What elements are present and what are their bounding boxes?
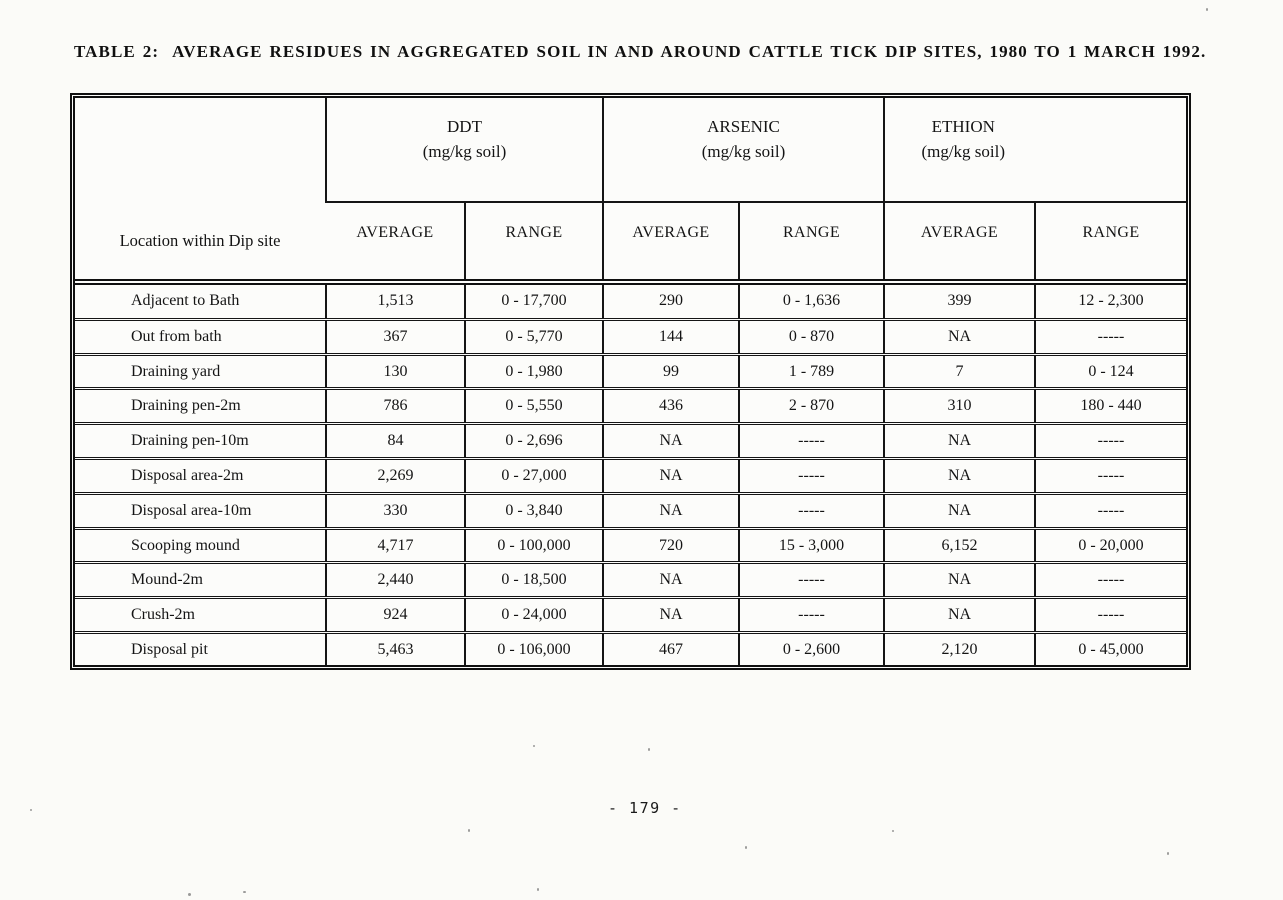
group-ddt-inner — [327, 115, 602, 164]
cell-ddt-range: 0 - 5,770 — [465, 319, 603, 354]
cell-arsenic-range: 0 - 2,600 — [739, 633, 884, 665]
cell-location: Draining yard — [75, 354, 326, 389]
cell-ethion-average: 2,120 — [884, 633, 1035, 665]
table-row — [75, 389, 1186, 424]
cell-ddt-average: 84 — [326, 424, 465, 459]
table-row — [75, 563, 1186, 598]
table-row — [75, 282, 1186, 319]
subheader-arsenic-average: AVERAGE — [603, 202, 739, 282]
cell-ethion-range: ----- — [1035, 563, 1186, 598]
cell-location: Disposal area-2m — [75, 459, 326, 494]
table-row — [75, 319, 1186, 354]
subheader-arsenic-range: RANGE — [739, 202, 884, 282]
cell-ddt-range: 0 - 18,500 — [465, 563, 603, 598]
table-frame — [70, 93, 1191, 670]
column-group-ddt — [326, 98, 603, 202]
header-row-groups — [75, 98, 1186, 202]
cell-ethion-range: ----- — [1035, 493, 1186, 528]
cell-arsenic-average: 144 — [603, 319, 739, 354]
cell-ddt-average: 2,440 — [326, 563, 465, 598]
cell-ethion-average: NA — [884, 598, 1035, 633]
cell-arsenic-range: ----- — [739, 493, 884, 528]
residues-table — [75, 98, 1186, 665]
cell-ethion-range: ----- — [1035, 598, 1186, 633]
cell-ddt-range: 0 - 2,696 — [465, 424, 603, 459]
cell-arsenic-range: 2 - 870 — [739, 389, 884, 424]
cell-arsenic-average: 720 — [603, 528, 739, 563]
cell-ethion-average: NA — [884, 459, 1035, 494]
scan-speck — [30, 809, 32, 811]
cell-ddt-average: 5,463 — [326, 633, 465, 665]
cell-ethion-average: NA — [884, 319, 1035, 354]
scan-speck — [533, 745, 535, 747]
group-ethion-name: ETHION — [931, 117, 995, 136]
cell-ddt-average: 330 — [326, 493, 465, 528]
cell-ethion-average: 7 — [884, 354, 1035, 389]
cell-ddt-range: 0 - 17,700 — [465, 282, 603, 319]
subheader-ddt-average: AVERAGE — [326, 202, 465, 282]
cell-location: Adjacent to Bath — [75, 282, 326, 319]
cell-ddt-range: 0 - 106,000 — [465, 633, 603, 665]
scan-speck — [243, 891, 246, 893]
cell-ethion-average: NA — [884, 424, 1035, 459]
cell-ethion-range: 180 - 440 — [1035, 389, 1186, 424]
table-row — [75, 493, 1186, 528]
table-title-label: TABLE 2: — [74, 42, 160, 61]
cell-ddt-range: 0 - 5,550 — [465, 389, 603, 424]
scan-speck — [188, 893, 191, 896]
cell-arsenic-range: ----- — [739, 424, 884, 459]
cell-ethion-range: 0 - 45,000 — [1035, 633, 1186, 665]
cell-location: Out from bath — [75, 319, 326, 354]
cell-arsenic-range: 15 - 3,000 — [739, 528, 884, 563]
cell-ethion-average: NA — [884, 563, 1035, 598]
cell-ddt-average: 4,717 — [326, 528, 465, 563]
group-ethion-inner — [885, 115, 1042, 164]
group-ethion-unit: (mg/kg soil) — [921, 141, 1006, 161]
cell-arsenic-average: 99 — [603, 354, 739, 389]
scan-speck — [648, 748, 650, 751]
cell-ethion-range: 0 - 124 — [1035, 354, 1186, 389]
group-arsenic-unit: (mg/kg soil) — [701, 141, 786, 161]
subheader-ddt-range: RANGE — [465, 202, 603, 282]
cell-location: Scooping mound — [75, 528, 326, 563]
scan-speck — [1206, 8, 1208, 11]
cell-location: Disposal area-10m — [75, 493, 326, 528]
cell-ddt-average: 1,513 — [326, 282, 465, 319]
table-row — [75, 354, 1186, 389]
column-header-location: Location within Dip site — [75, 98, 326, 282]
table-row — [75, 459, 1186, 494]
table-row — [75, 424, 1186, 459]
scan-speck — [1167, 852, 1169, 855]
table-title — [74, 42, 1254, 62]
cell-ddt-range: 0 - 27,000 — [465, 459, 603, 494]
cell-arsenic-average: NA — [603, 563, 739, 598]
table-title-text: AVERAGE RESIDUES IN AGGREGATED SOIL IN AND AROUND CATTLE TICK DIP SITES, 1980 TO 1 MARCH 1992. — [172, 42, 1207, 61]
table-row — [75, 633, 1186, 665]
page-number: - 179 - — [608, 799, 682, 817]
group-ddt-unit: (mg/kg soil) — [422, 141, 507, 161]
scan-speck — [537, 888, 539, 891]
cell-location: Draining pen-2m — [75, 389, 326, 424]
cell-arsenic-average: 290 — [603, 282, 739, 319]
cell-ethion-average: 6,152 — [884, 528, 1035, 563]
cell-ethion-average: 310 — [884, 389, 1035, 424]
column-group-ethion — [884, 98, 1186, 202]
table-row — [75, 528, 1186, 563]
cell-ddt-range: 0 - 24,000 — [465, 598, 603, 633]
group-arsenic-name: ARSENIC — [707, 117, 780, 136]
cell-ddt-average: 367 — [326, 319, 465, 354]
group-ddt-name: DDT — [447, 117, 482, 136]
cell-arsenic-average: 436 — [603, 389, 739, 424]
cell-ethion-range: 12 - 2,300 — [1035, 282, 1186, 319]
cell-ethion-range: 0 - 20,000 — [1035, 528, 1186, 563]
cell-ethion-range: ----- — [1035, 459, 1186, 494]
table-row — [75, 598, 1186, 633]
subheader-ethion-average: AVERAGE — [884, 202, 1035, 282]
cell-ethion-average: NA — [884, 493, 1035, 528]
cell-ethion-average: 399 — [884, 282, 1035, 319]
cell-arsenic-average: NA — [603, 493, 739, 528]
cell-location: Mound-2m — [75, 563, 326, 598]
cell-ddt-average: 786 — [326, 389, 465, 424]
cell-arsenic-range: ----- — [739, 563, 884, 598]
column-group-arsenic — [603, 98, 884, 202]
cell-ethion-range: ----- — [1035, 424, 1186, 459]
cell-arsenic-average: 467 — [603, 633, 739, 665]
subheader-ethion-range: RANGE — [1035, 202, 1186, 282]
cell-location: Crush-2m — [75, 598, 326, 633]
cell-location: Draining pen-10m — [75, 424, 326, 459]
cell-arsenic-range: 0 - 870 — [739, 319, 884, 354]
cell-ethion-range: ----- — [1035, 319, 1186, 354]
cell-arsenic-average: NA — [603, 598, 739, 633]
cell-location: Disposal pit — [75, 633, 326, 665]
scan-speck — [892, 830, 894, 832]
cell-ddt-average: 924 — [326, 598, 465, 633]
cell-ddt-range: 0 - 1,980 — [465, 354, 603, 389]
cell-arsenic-range: 1 - 789 — [739, 354, 884, 389]
scan-speck — [745, 846, 747, 849]
cell-arsenic-range: ----- — [739, 598, 884, 633]
cell-arsenic-range: ----- — [739, 459, 884, 494]
cell-ddt-range: 0 - 100,000 — [465, 528, 603, 563]
cell-ddt-average: 130 — [326, 354, 465, 389]
cell-arsenic-average: NA — [603, 424, 739, 459]
scan-speck — [468, 829, 470, 832]
cell-ddt-average: 2,269 — [326, 459, 465, 494]
cell-arsenic-average: NA — [603, 459, 739, 494]
cell-arsenic-range: 0 - 1,636 — [739, 282, 884, 319]
cell-ddt-range: 0 - 3,840 — [465, 493, 603, 528]
group-arsenic-inner — [604, 115, 883, 164]
